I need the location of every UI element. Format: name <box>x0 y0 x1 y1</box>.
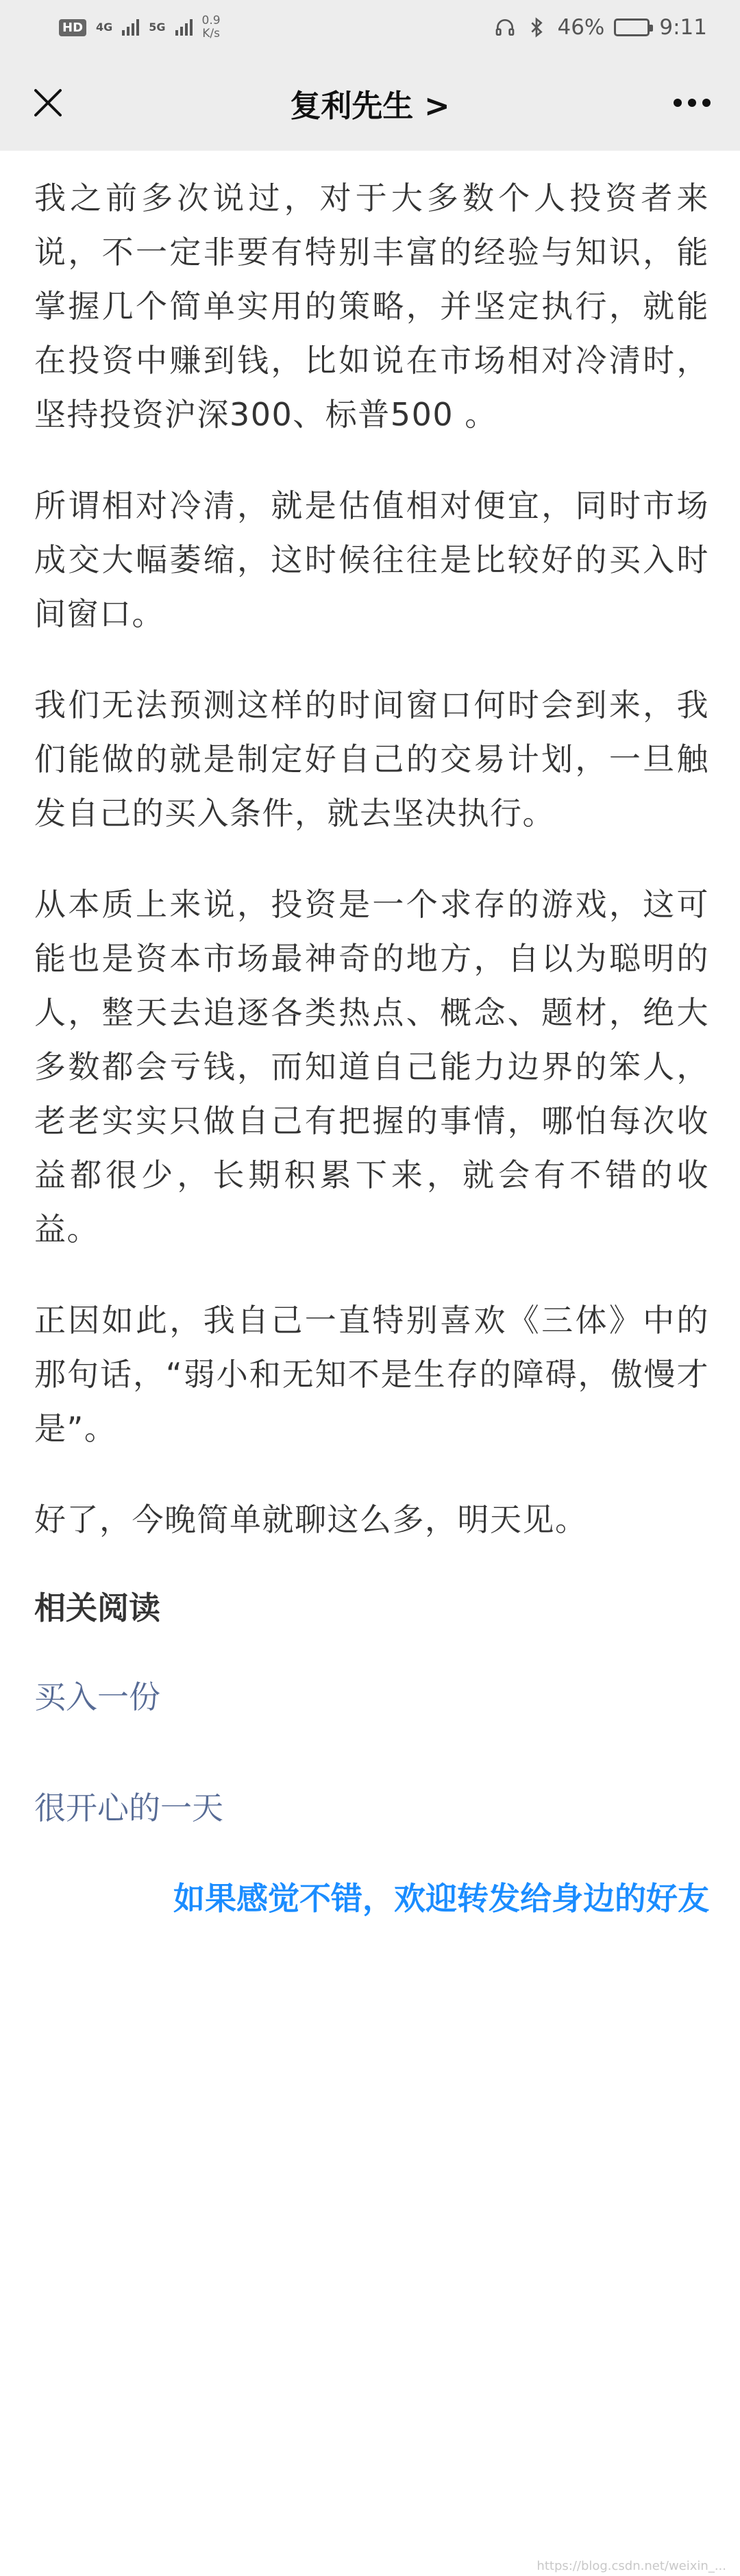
speed-value: 0.9 <box>201 14 221 27</box>
article-paragraph: 我之前多次说过，对于大多数个人投资者来说，不一定非要有特别丰富的经验与知识，能掌握几个简单实用的策略，并坚定执行，就能在投资中赚到钱，比如说在市场相对冷清时，坚持投资沪深300、标普500 。 <box>34 179 709 433</box>
related-link[interactable]: 很开心的一天 <box>34 1789 223 1826</box>
close-button[interactable] <box>29 84 67 122</box>
account-title-container <box>0 81 740 125</box>
headphones-icon <box>494 16 516 38</box>
share-call-to-action: 如果感觉不错，欢迎转发给身边的好友 <box>173 1880 709 1917</box>
article-paragraph: 好了，今晚简单就聊这么多，明天见。 <box>34 1501 588 1538</box>
battery-percent: 46% <box>557 15 605 40</box>
more-icon <box>673 98 711 108</box>
account-title[interactable]: 复利先生 > <box>290 87 450 124</box>
sim1-signal-icon <box>122 19 139 36</box>
bluetooth-icon <box>526 16 547 38</box>
watermark: https://blog.csdn.net/weixin_... <box>536 2559 726 2573</box>
related-link[interactable]: 买入一份 <box>34 1679 160 1716</box>
related-reading-heading: 相关阅读 <box>34 1589 160 1626</box>
sim1-network-label: 4G <box>96 21 113 34</box>
article-paragraph: 所谓相对冷清，就是估值相对便宜，同时市场成交大幅萎缩，这时候往往是比较好的买入时间窗口。 <box>34 487 709 632</box>
sim2-network-label: 5G <box>149 21 166 34</box>
clock: 9:11 <box>659 15 707 40</box>
close-icon <box>33 88 63 118</box>
article-paragraph: 从本质上来说，投资是一个求存的游戏，这可能也是资本市场最神奇的地方，自以为聪明的人，整天去追逐各类热点、概念、题材，绝大多数都会亏钱，而知道自己能力边界的笨人，老老实实只做自己有把握的事情，哪怕每次收益都很少，长期积累下来，就会有不错的收益。 <box>34 886 709 1248</box>
status-bar <box>0 0 740 55</box>
article-paragraph: 我们无法预测这样的时间窗口何时会到来，我们能做的就是制定好自己的交易计划，一旦触发自己的买入条件，就去坚决执行。 <box>34 686 709 832</box>
hd-badge: HD <box>59 19 86 36</box>
more-button[interactable] <box>673 84 711 122</box>
status-left <box>59 14 221 40</box>
speed-unit: K/s <box>202 27 220 40</box>
status-right <box>494 15 707 40</box>
sim2-signal-icon <box>175 19 193 36</box>
article-paragraph: 正因如此，我自己一直特别喜欢《三体》中的那句话，“弱小和无知不是生存的障碍，傲慢才是”。 <box>34 1302 709 1447</box>
network-speed <box>202 14 221 40</box>
nav-bar <box>0 55 740 151</box>
battery-icon <box>614 18 650 36</box>
article-body <box>34 171 709 1922</box>
